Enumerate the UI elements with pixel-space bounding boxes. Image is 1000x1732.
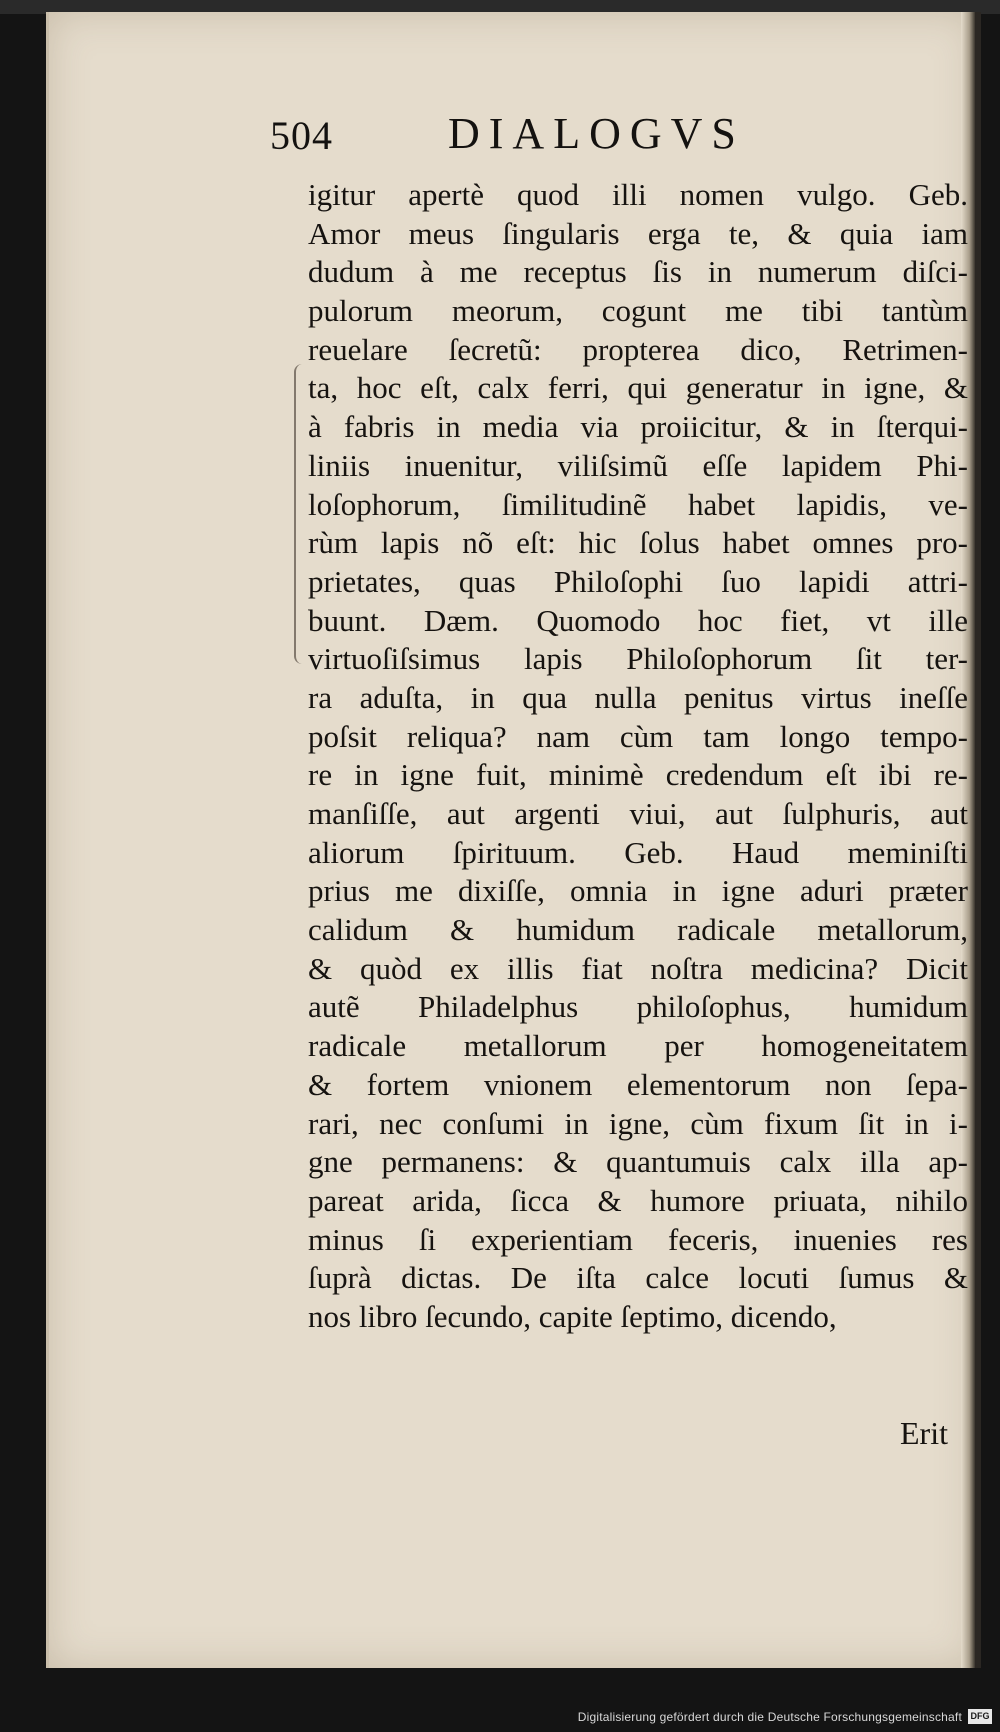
text-line: ſuprà dictas. De iſta calce locuti ſumus & — [308, 1260, 968, 1296]
text-line: re in igne fuit, minimè credendum eſt ibi re- — [308, 757, 968, 793]
text-line: nos libro ſecundo, capite ſeptimo, dicendo, — [308, 1298, 837, 1334]
text-line: Amor meus ſingularis erga te, & quia iam — [308, 215, 968, 251]
funding-credit: Digitalisierung gefördert durch die Deutsche Forschungsgemeinschaft — [577, 1710, 962, 1724]
text-line: rari, nec conſumi in igne, cùm fixum ſit in i- — [308, 1105, 968, 1141]
text-line: igitur apertè quod illi nomen vulgo. Geb. — [308, 177, 968, 212]
text-line: radicale metallorum per homogeneitatem — [308, 1028, 968, 1064]
text-line: manſiſſe, aut argenti viui, aut ſulphuris, aut — [308, 796, 968, 831]
digitization-footer — [0, 1704, 1000, 1732]
text-line: aliorum ſpirituum. Geb. Haud meminiſti — [308, 834, 968, 870]
margin-bracket-mark — [294, 364, 306, 664]
text-line: reuelare ſecretũ: propterea dico, Retrimen- — [308, 331, 968, 367]
text-line: dudum à me receptus ſis in numerum diſci- — [308, 254, 968, 290]
body-text — [308, 176, 974, 1337]
text-line: & quòd ex illis fiat noſtra medicina? Dicit — [308, 950, 968, 986]
text-line: buunt. Dæm. Quomodo hoc fiet, vt ille — [308, 602, 968, 638]
header-title: DIALOGVS — [448, 109, 745, 158]
text-line: virtuoſiſsimus lapis Philoſophorum ſit ter- — [308, 641, 968, 677]
page-number: 504 — [270, 113, 333, 158]
text-line: minus ſi experientiam feceris, inuenies res — [308, 1221, 968, 1257]
text-line: prietates, quas Philoſophi ſuo lapidi attri- — [308, 563, 968, 599]
text-line: prius me dixiſſe, omnia in igne aduri præter — [308, 873, 968, 909]
text-line: gne permanens: & quantumuis calx illa ap- — [308, 1144, 968, 1180]
catchword: Erit — [900, 1415, 948, 1451]
text-line: liniis inuenitur, viliſsimũ eſſe lapidem Phi- — [308, 447, 968, 483]
text-line: & fortem vnionem elementorum non ſepa- — [308, 1066, 968, 1102]
text-line: autẽ Philadelphus philoſophus, humidum — [308, 989, 968, 1025]
text-line: ta, hoc eſt, calx ferri, qui generatur in igne, & — [308, 370, 968, 406]
text-line: calidum & humidum radicale metallorum, — [308, 912, 968, 948]
dfg-logo: DFG — [968, 1709, 992, 1724]
text-line: loſophorum, ſimilitudinẽ habet lapidis, ve- — [308, 486, 968, 522]
text-line: à fabris in media via proiicitur, & in ſterqui- — [308, 409, 968, 445]
text-line: ra aduſta, in qua nulla penitus virtus ineſſe — [308, 679, 968, 715]
text-line: poſsit reliqua? nam cùm tam longo tempo- — [308, 718, 968, 754]
text-line: rùm lapis nõ eſt: hic ſolus habet omnes pro- — [308, 525, 968, 561]
running-head — [270, 106, 830, 170]
text-line: pulorum meorum, cogunt me tibi tantùm — [308, 293, 968, 329]
text-line: pareat arida, ſicca & humore priuata, nihilo — [308, 1182, 968, 1218]
